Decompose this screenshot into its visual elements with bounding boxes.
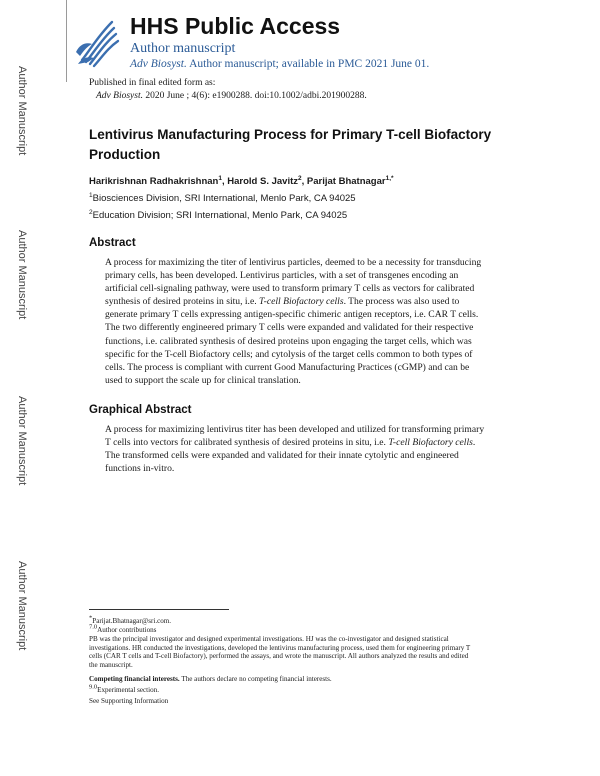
- sidebar-label: Author Manuscript: [16, 561, 28, 651]
- hhs-public-access-title: HHS Public Access: [130, 13, 341, 39]
- graphical-abstract-italic: T-cell Biofactory cells: [388, 437, 473, 449]
- abstract-line: A process for maximizing the titer of lentivirus particles, deemed to be a necessity for transducing: [105, 257, 482, 268]
- abstract-line: functions, i.e. calibrated synthesis of desired proteins upon engaging the target cells, which was: [105, 335, 472, 347]
- footnote-rule: [89, 609, 229, 610]
- interests-label: Competing financial interests.: [89, 675, 180, 683]
- author-manuscript-label: Author manuscript: [130, 41, 236, 56]
- availability-text: Author manuscript; available in PMC 2021 June 01.: [186, 58, 430, 70]
- graphical-abstract-line: functions in-vitro.: [105, 463, 175, 475]
- abstract-text: synthesis of desired proteins in situ, i.e.: [105, 296, 260, 308]
- affiliation-text: Education Division; SRI International, Menlo Park, CA 94025: [92, 210, 348, 221]
- header-divider: [66, 0, 67, 82]
- abstract-line: used to support the scale up for clinical translation.: [105, 374, 301, 386]
- email-text: Parijat.Bhatnagar@sri.com.: [92, 617, 172, 625]
- hhs-logo-icon: [72, 14, 122, 72]
- abstract-line: artificial cell-signaling pathway, were used to transform primary T cells as vectors for calibrated: [105, 283, 475, 295]
- sidebar-label: Author Manuscript: [16, 230, 28, 320]
- published-label: Published in final edited form as:: [89, 78, 216, 88]
- contrib-label: Author contributions: [97, 626, 157, 634]
- footnote-contrib-body: [89, 635, 519, 669]
- journal-name: Adv Biosyst.: [130, 58, 187, 70]
- graphical-abstract-line: [105, 436, 515, 449]
- affiliation: [89, 193, 356, 204]
- citation-details: 2020 June ; 4(6): e1900288. doi:10.1002/adbi.201900288.: [142, 91, 367, 101]
- affiliation: [89, 210, 347, 221]
- contrib-line: cells (CAR T cells and T-cell Biofactory), performed the assays, and wrote the manuscript. All authors analyzed the results and edited: [89, 652, 469, 661]
- footnote-supporting: See Supporting Information: [89, 697, 169, 705]
- citation-journal: Adv Biosyst.: [96, 91, 143, 101]
- affiliation-sup: 1: [89, 191, 93, 199]
- abstract-heading: Abstract: [89, 237, 136, 249]
- footnote-contrib-label: [89, 623, 519, 635]
- abstract-body: [105, 256, 515, 387]
- affiliation-sup: 2: [89, 208, 93, 216]
- availability-line: [130, 58, 429, 70]
- author-sup: 1,*: [385, 174, 394, 182]
- affiliation-text: Biosciences Division, SRI International, Menlo Park, CA 94025: [92, 193, 356, 204]
- author-name: Harikrishnan Radhakrishnan: [89, 176, 219, 187]
- contrib-line: PB was the principal investigator and designed experimental investigations. HJ was the co-investigator and designed statistical: [89, 635, 449, 643]
- abstract-italic: T-cell Biofactory cells: [259, 296, 344, 308]
- author-sup: 2: [298, 174, 302, 182]
- footnote-interests: [89, 675, 519, 684]
- sidebar-label: Author Manuscript: [16, 396, 28, 486]
- author-list: [89, 176, 394, 187]
- graphical-abstract-line: A process for maximizing lentivirus titer has been developed and utilized for transforming primary: [105, 424, 485, 435]
- abstract-line: [105, 295, 515, 308]
- graphical-abstract-line: The transformed cells were expanded and validated for their innate cytolytic and engineered: [105, 450, 459, 462]
- footnote-number: 9.0: [89, 683, 98, 691]
- graphical-abstract-text: T cells into vectors for calibrated synthesis of desired proteins in situ, i.e.: [105, 437, 389, 449]
- contrib-line: the manuscript.: [89, 660, 133, 669]
- author-sep: ,: [301, 176, 307, 187]
- paper-title: Lentivirus Manufacturing Process for Primary T-cell Biofactory Production: [89, 127, 492, 162]
- sidebar: [0, 0, 40, 776]
- author-sep: ,: [221, 176, 228, 187]
- footnote-email: [89, 614, 519, 626]
- abstract-line: primary cells, has been developed. Lentivirus particles, with a set of transgenes encoding an: [105, 270, 459, 282]
- graphical-abstract-body: [105, 423, 515, 475]
- sidebar-label: Author Manuscript: [16, 66, 28, 156]
- abstract-line: The two differently engineered primary T cells were expanded and validated for their respective: [105, 322, 474, 334]
- abstract-line: generate primary T cells expressing antigen-specific chimeric antigen receptors, i.e. CAR T cells.: [105, 309, 479, 321]
- graphical-abstract-text: .: [472, 437, 476, 449]
- author-sup: 1: [218, 174, 222, 182]
- abstract-line: cells. The process is compliant with current Good Manufacturing Practices (cGMP) and can be: [105, 361, 470, 373]
- contrib-line: investigations. HR conducted the investigations, developed the lentivirus manufacturing process, used them for engineering primary T: [89, 643, 471, 652]
- footnote-experimental: [89, 683, 519, 695]
- experimental-label: Experimental section.: [97, 686, 159, 694]
- citation: [96, 91, 367, 101]
- footnote-number: 7.0: [89, 623, 98, 631]
- footnote-mark: *: [89, 614, 93, 622]
- graphical-abstract-heading: Graphical Abstract: [89, 404, 192, 416]
- author-name: Parijat Bhatnagar: [306, 176, 386, 187]
- abstract-text: . The process was also used to: [343, 296, 460, 308]
- interests-text: The authors declare no competing financial interests.: [179, 675, 332, 683]
- abstract-line: specific for the T-cell Biofactory cells; and cytolysis of the target cells common to both types of: [105, 348, 473, 360]
- author-name: Harold S. Javitz: [227, 176, 299, 187]
